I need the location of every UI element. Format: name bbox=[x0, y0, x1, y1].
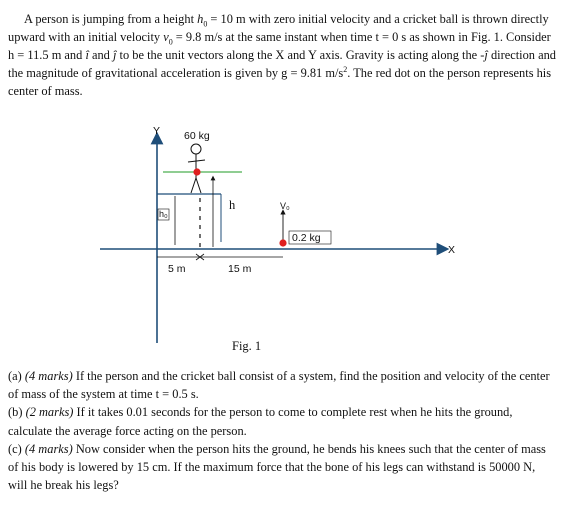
intro-text: and bbox=[88, 48, 113, 62]
question-c bbox=[8, 440, 556, 495]
ball-mass-label: 0.2 kg bbox=[292, 232, 321, 244]
intro-text: direction and the magnitude of gravitational acceleration is given by g = 9.81 m/s bbox=[8, 48, 556, 80]
squared-superscript: 2 bbox=[343, 64, 348, 74]
intro-text: to be the unit vectors along the X and Y axis. Gravity is acting along the - bbox=[116, 48, 485, 62]
dist2-label: 15 m bbox=[228, 263, 252, 275]
question-b bbox=[8, 403, 556, 439]
person-mass-label: 60 kg bbox=[184, 130, 210, 142]
question-letter: (b) bbox=[8, 405, 23, 420]
y-axis-label: Y bbox=[153, 125, 161, 137]
question-text: Now consider when the person hits the ground, he bends his knees such that the center of mass of his body is lowered by 15 cm. If the maximum force that the bone of his legs can withstand is 50000 N, will he break his legs? bbox=[8, 441, 546, 493]
unit-vector-j: ĵ bbox=[484, 48, 488, 62]
v0-label: V₀ bbox=[280, 201, 290, 211]
question-text: If it takes 0.01 seconds for the person to come to complete rest when he hits the ground, calculate the average force acting on the person. bbox=[8, 405, 513, 438]
h-label: h bbox=[229, 198, 236, 212]
question-letter: (c) bbox=[8, 441, 22, 456]
intro-text: A person is jumping from a height bbox=[24, 12, 198, 26]
person-center-of-mass-dot bbox=[193, 168, 200, 175]
unit-vector-j: ĵ bbox=[112, 48, 117, 62]
h0-symbol: h bbox=[197, 12, 204, 26]
intro-text: = 10 m with zero initial velocity and a cricket ball is thrown directly upward with an initial velocity bbox=[8, 12, 549, 44]
question-marks: (4 marks) bbox=[24, 441, 73, 456]
dist1-label: 5 m bbox=[168, 263, 186, 275]
h0-subscript: 0 bbox=[203, 19, 208, 29]
question-letter: (a) bbox=[8, 369, 22, 383]
x-axis-label: X bbox=[448, 244, 456, 256]
question-marks: (2 marks) bbox=[25, 405, 74, 420]
cricket-ball-dot bbox=[279, 239, 286, 246]
v0-subscript: 0 bbox=[168, 37, 173, 47]
v0-symbol: v bbox=[163, 30, 169, 44]
h0-label: h₀ bbox=[159, 209, 168, 219]
unit-vector-i: î bbox=[85, 48, 89, 62]
intro-text: = 9.8 m/s at the same instant when time t = 0 s as shown in Fig. 1. Consider h = 11.5 m and bbox=[8, 30, 551, 62]
intro-text: . The red dot on the person represents his center of mass. bbox=[8, 66, 552, 98]
questions bbox=[8, 367, 556, 494]
question-a bbox=[8, 367, 556, 403]
question-text: If the person and the cricket ball consist of a system, find the position and velocity of the center of mass of the system at time t = 0.5 s. bbox=[8, 369, 550, 402]
question-marks: (4 marks) bbox=[24, 369, 73, 383]
figure-caption: Fig. 1 bbox=[232, 339, 262, 353]
